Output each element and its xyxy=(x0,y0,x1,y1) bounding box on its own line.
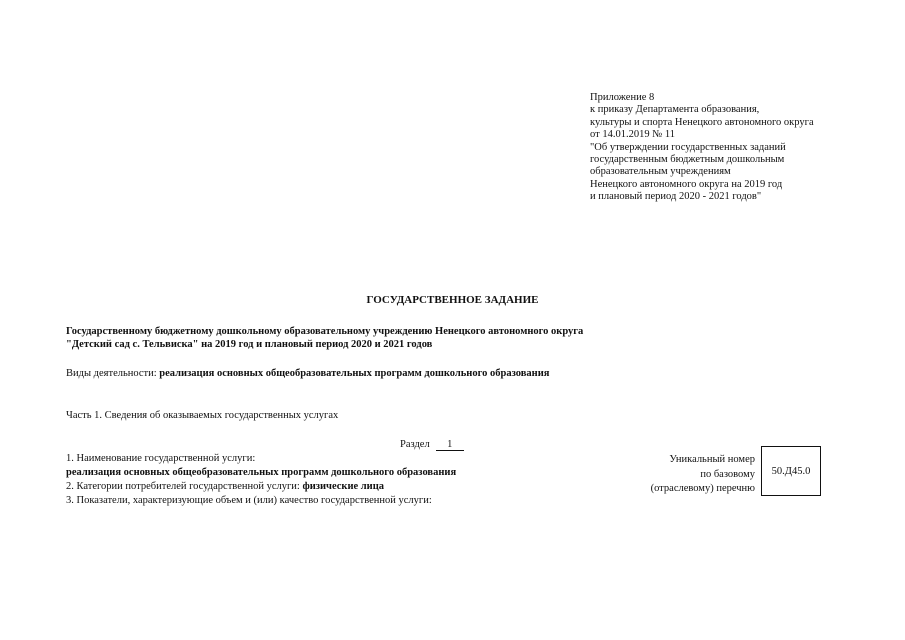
service-categories-line xyxy=(66,481,384,492)
section-number: 1 xyxy=(436,439,464,451)
annex-line: Ненецкого автономного округа на 2019 год xyxy=(590,178,783,190)
unique-number-code-box xyxy=(761,446,821,496)
unique-number-line-3: (отраслевому) перечню xyxy=(650,483,755,494)
annex-line: государственным бюджетным дошкольным xyxy=(590,154,785,166)
annex-line: культуры и спорта Ненецкого автономного округа xyxy=(590,116,814,128)
unique-number-code: 50.Д45.0 xyxy=(771,465,811,477)
part-heading: Часть 1. Сведения об оказываемых государственных услугах xyxy=(66,410,339,421)
service-name-label: 1. Наименование государственной услуги: xyxy=(66,453,256,464)
service-indicators-label: 3. Показатели, характеризующие объем и (или) качество государственной услуги: xyxy=(66,495,432,506)
section-line xyxy=(400,439,464,451)
categories-label: 2. Категории потребителей государственной услуги: xyxy=(66,481,303,492)
recipient-line-1: Государственному бюджетному дошкольному образовательному учреждению Ненецкого автономного округа xyxy=(66,326,584,337)
annex-line: от 14.01.2019 № 11 xyxy=(590,129,675,141)
categories-value: физические лица xyxy=(302,481,385,492)
service-name-value: реализация основных общеобразовательных программ дошкольного образования xyxy=(66,467,457,478)
document-title: ГОСУДАРСТВЕННОЕ ЗАДАНИЕ xyxy=(366,294,539,306)
activity-line xyxy=(66,368,549,379)
unique-number-line-2: по базовому xyxy=(700,468,755,480)
activity-value: реализация основных общеобразовательных программ дошкольного образования xyxy=(159,368,550,379)
annex-line: образовательным учреждениям xyxy=(590,166,731,178)
annex-line: к приказу Департамента образования, xyxy=(590,104,760,116)
recipient-block xyxy=(66,325,583,351)
annex-line: и плановый период 2020 - 2021 годов" xyxy=(590,191,762,203)
unique-number-line-1: Уникальный номер xyxy=(669,454,755,465)
section-label: Раздел xyxy=(400,439,430,450)
annex-line: "Об утверждении государственных заданий xyxy=(590,141,786,153)
recipient-line-2: "Детский сад с. Тельвиска" на 2019 год и плановый период 2020 и 2021 годов xyxy=(66,339,433,350)
activity-label: Виды деятельности: xyxy=(66,368,160,379)
annex-line: Приложение 8 xyxy=(590,92,655,103)
unique-number-label xyxy=(612,453,755,497)
annex-block xyxy=(590,92,814,204)
